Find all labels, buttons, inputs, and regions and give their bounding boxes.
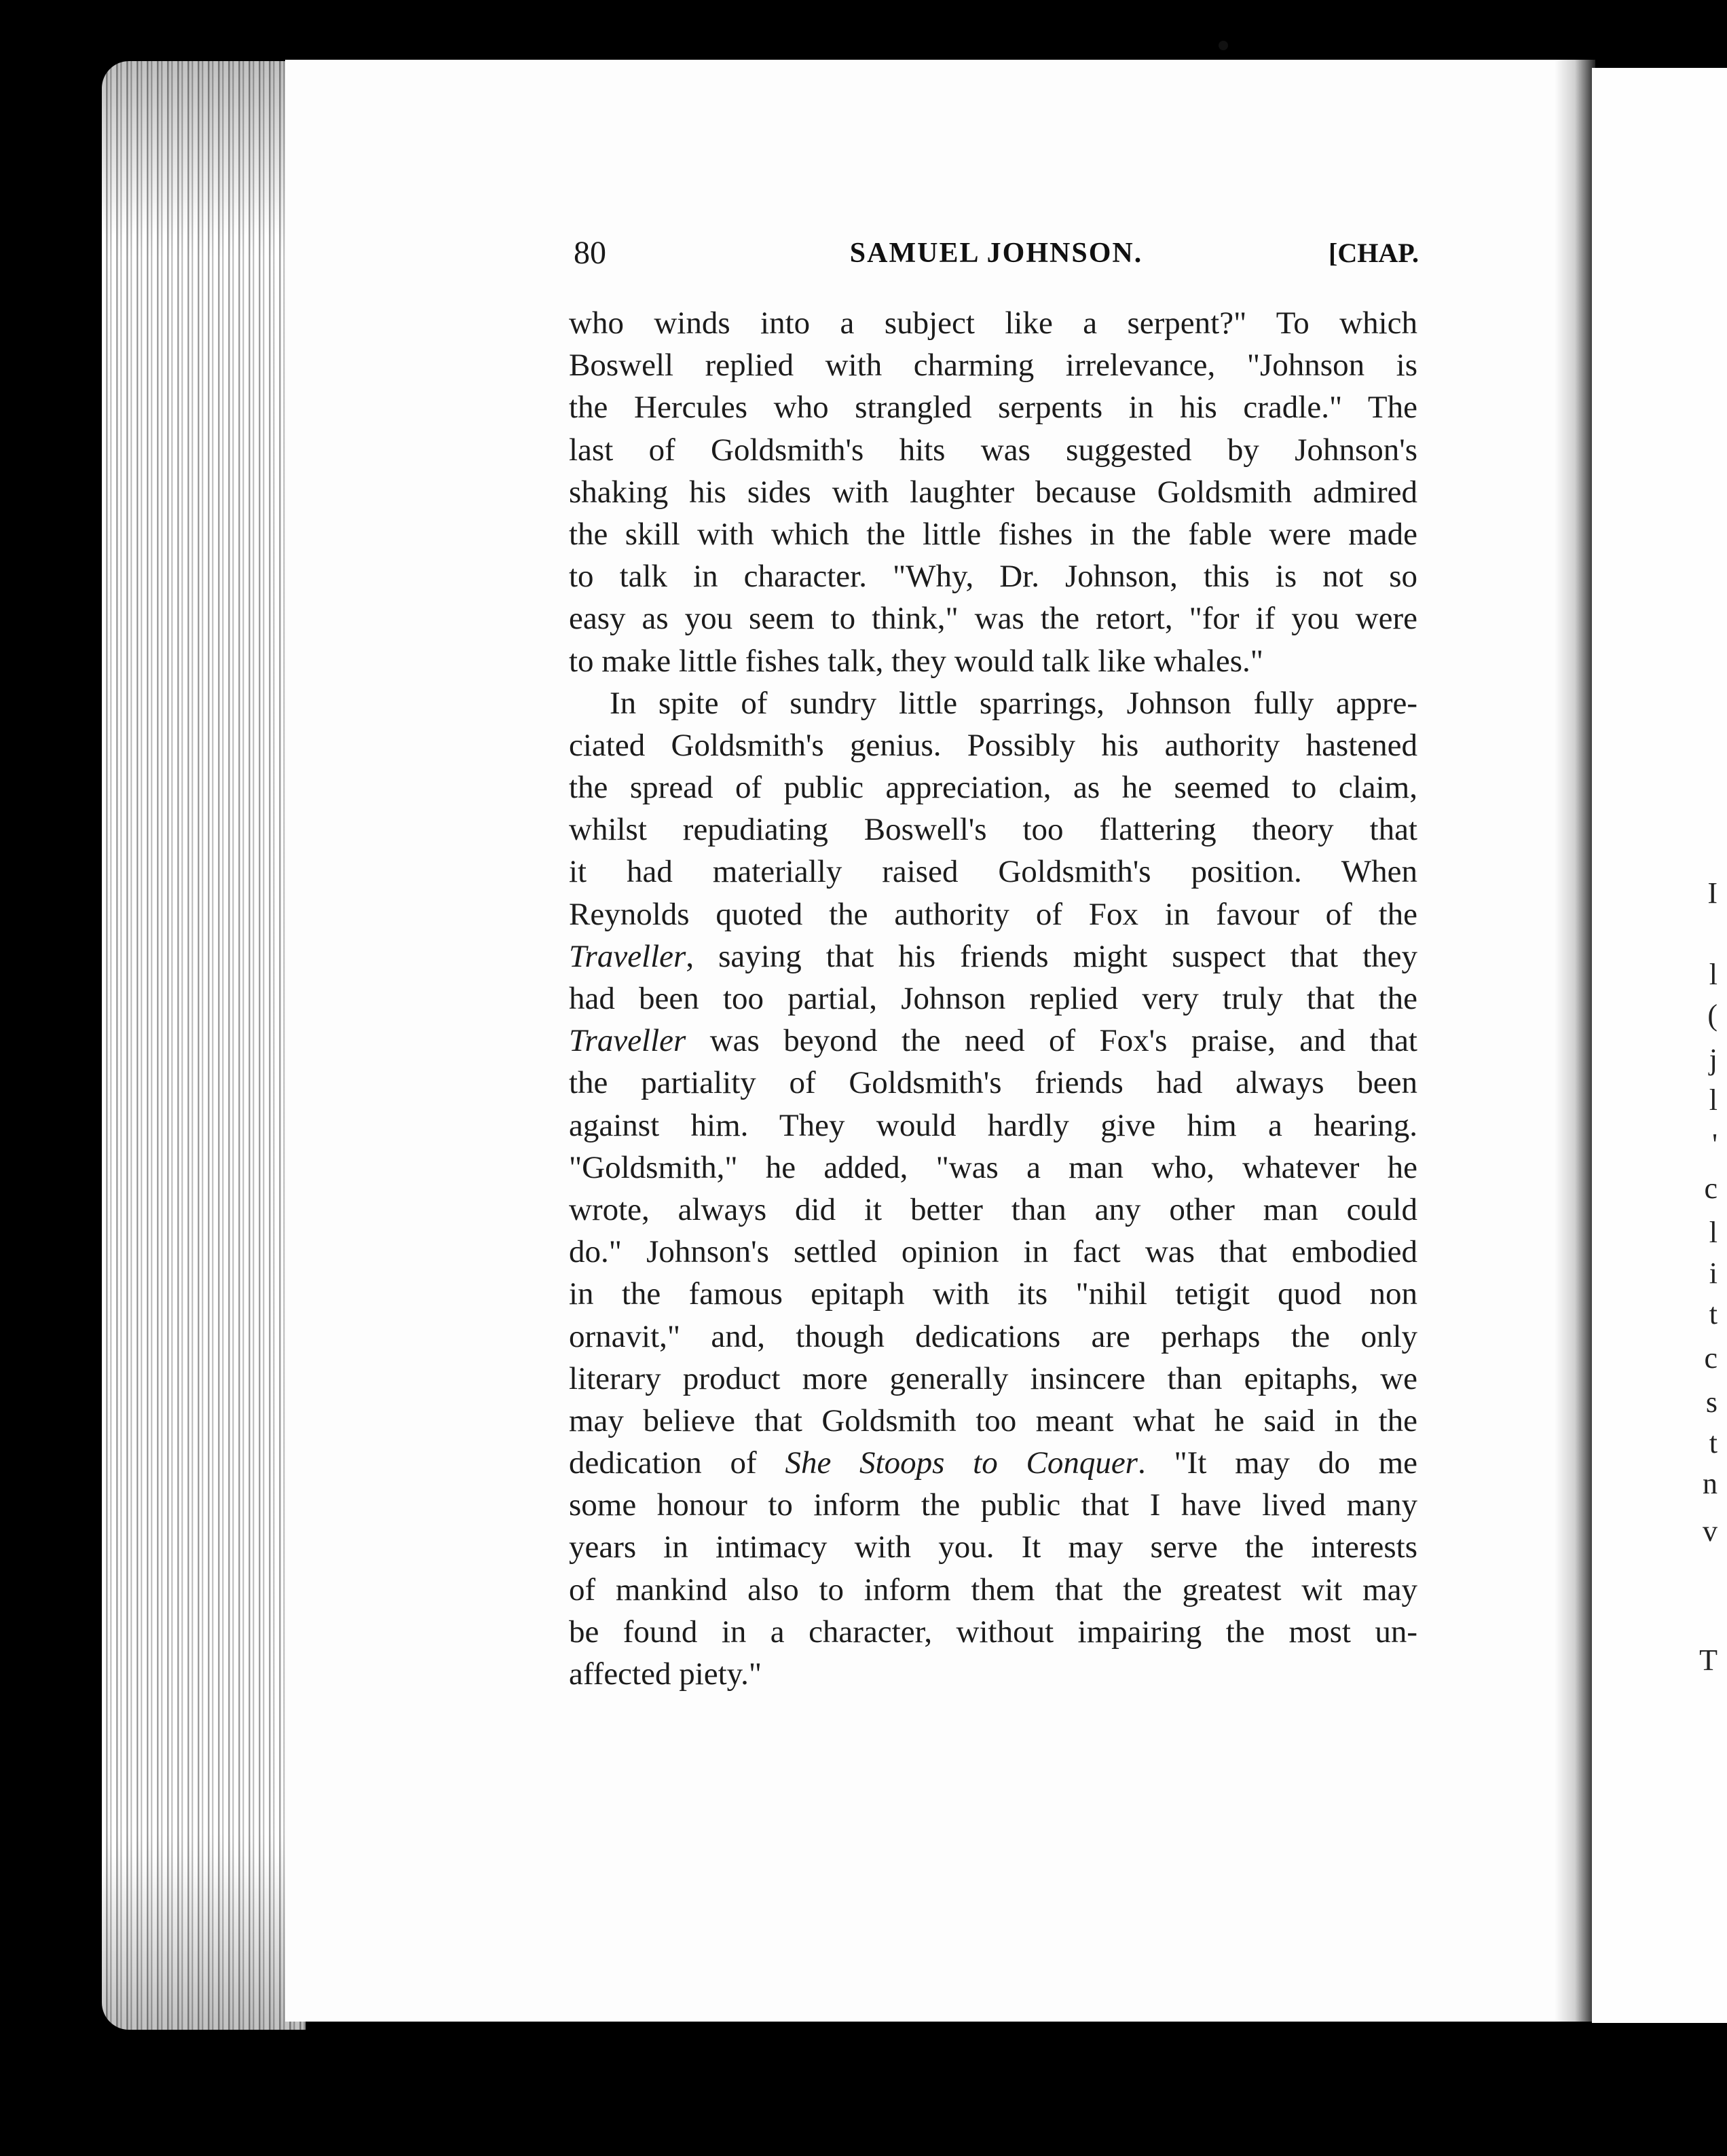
margin-letter: t [1709, 1426, 1717, 1460]
margin-letter: l [1709, 958, 1717, 991]
text-line: the Hercules who strangled serpents in his cradle." The [569, 390, 1417, 426]
text-line: in the famous epitaph with its "nihil tetigit quod non [569, 1276, 1417, 1312]
scan-speck [1219, 41, 1228, 50]
page-gutter [1555, 60, 1595, 2022]
text-line: dedication of She Stoops to Conquer. "It may do me [569, 1445, 1417, 1481]
chapter-mark: [CHAP. [1329, 238, 1419, 268]
margin-letter: I [1707, 876, 1717, 910]
text-line: ornavit," and, though dedications are perhaps the only [569, 1318, 1417, 1354]
text-line: "Goldsmith," he added, "was a man who, whatever he [569, 1149, 1417, 1185]
book-fore-edge [102, 61, 305, 2030]
text-line: to make little fishes talk, they would talk like whales." [569, 643, 1263, 679]
text-line: of mankind also to inform them that the greatest wit may [569, 1572, 1417, 1607]
text-line: the spread of public appreciation, as he seemed to claim, [569, 770, 1417, 806]
text-line: Boswell replied with charming irrelevance, "Johnson is [569, 348, 1417, 384]
text-line: to talk in character. "Why, Dr. Johnson, this is not so [569, 559, 1417, 595]
margin-letter: c [1704, 1172, 1717, 1205]
margin-letter: i [1709, 1257, 1717, 1290]
text-line: the partiality of Goldsmith's friends had always been [569, 1065, 1417, 1101]
text-line: the skill with which the little fishes in the fable were made [569, 516, 1417, 552]
text-line: years in intimacy with you. It may serve the interests [569, 1529, 1417, 1565]
running-head [574, 234, 1419, 275]
text-line: it had materially raised Goldsmith's position. When [569, 854, 1417, 890]
adjacent-page [1592, 68, 1727, 2023]
text-line: In spite of sundry little sparrings, Johnson fully appre- [610, 685, 1417, 721]
margin-letter: l [1709, 1083, 1717, 1117]
text-line: Traveller, saying that his friends might suspect that they [569, 938, 1417, 974]
margin-letter: j [1709, 1043, 1717, 1076]
text-line: Reynolds quoted the authority of Fox in favour of the [569, 896, 1417, 932]
margin-letter: v [1703, 1514, 1717, 1548]
running-title: SAMUEL JOHNSON. [849, 238, 1143, 269]
text-line: literary product more generally insincere than epitaphs, we [569, 1360, 1417, 1396]
text-line: be found in a character, without impairing the most un- [569, 1614, 1417, 1650]
margin-letter: ' [1712, 1128, 1717, 1161]
page-number: 80 [574, 235, 606, 271]
text-line: may believe that Goldsmith too meant what he said in the [569, 1402, 1417, 1438]
text-line: Traveller was beyond the need of Fox's praise, and that [569, 1023, 1417, 1059]
text-line: affected piety." [569, 1656, 762, 1692]
text-line: some honour to inform the public that I have lived many [569, 1487, 1417, 1523]
text-line: shaking his sides with laughter because Goldsmith admired [569, 474, 1417, 510]
margin-letter: l [1709, 1216, 1717, 1249]
text-line: last of Goldsmith's hits was suggested by Johnson's [569, 432, 1417, 468]
margin-letter: ( [1707, 999, 1717, 1032]
text-line: had been too partial, Johnson replied very truly that the [569, 981, 1417, 1016]
margin-letter: c [1704, 1341, 1717, 1375]
margin-letter: t [1709, 1297, 1717, 1331]
text-line: ciated Goldsmith's genius. Possibly his authority hastened [569, 727, 1417, 763]
text-line: wrote, always did it better than any other man could [569, 1191, 1417, 1227]
adjacent-page-margin-letters [1677, 68, 1717, 2023]
text-line: who winds into a subject like a serpent?" To which [569, 305, 1417, 341]
text-line: do." Johnson's settled opinion in fact was that embodied [569, 1234, 1417, 1270]
text-line: easy as you seem to think," was the retort, "for if you were [569, 601, 1417, 637]
margin-letter: T [1699, 1643, 1717, 1677]
margin-letter: n [1703, 1467, 1717, 1500]
body-text [569, 302, 1417, 1695]
text-line: against him. They would hardly give him a hearing. [569, 1107, 1417, 1143]
text-line: whilst repudiating Boswell's too flattering theory that [569, 812, 1417, 848]
margin-letter: s [1705, 1386, 1717, 1419]
